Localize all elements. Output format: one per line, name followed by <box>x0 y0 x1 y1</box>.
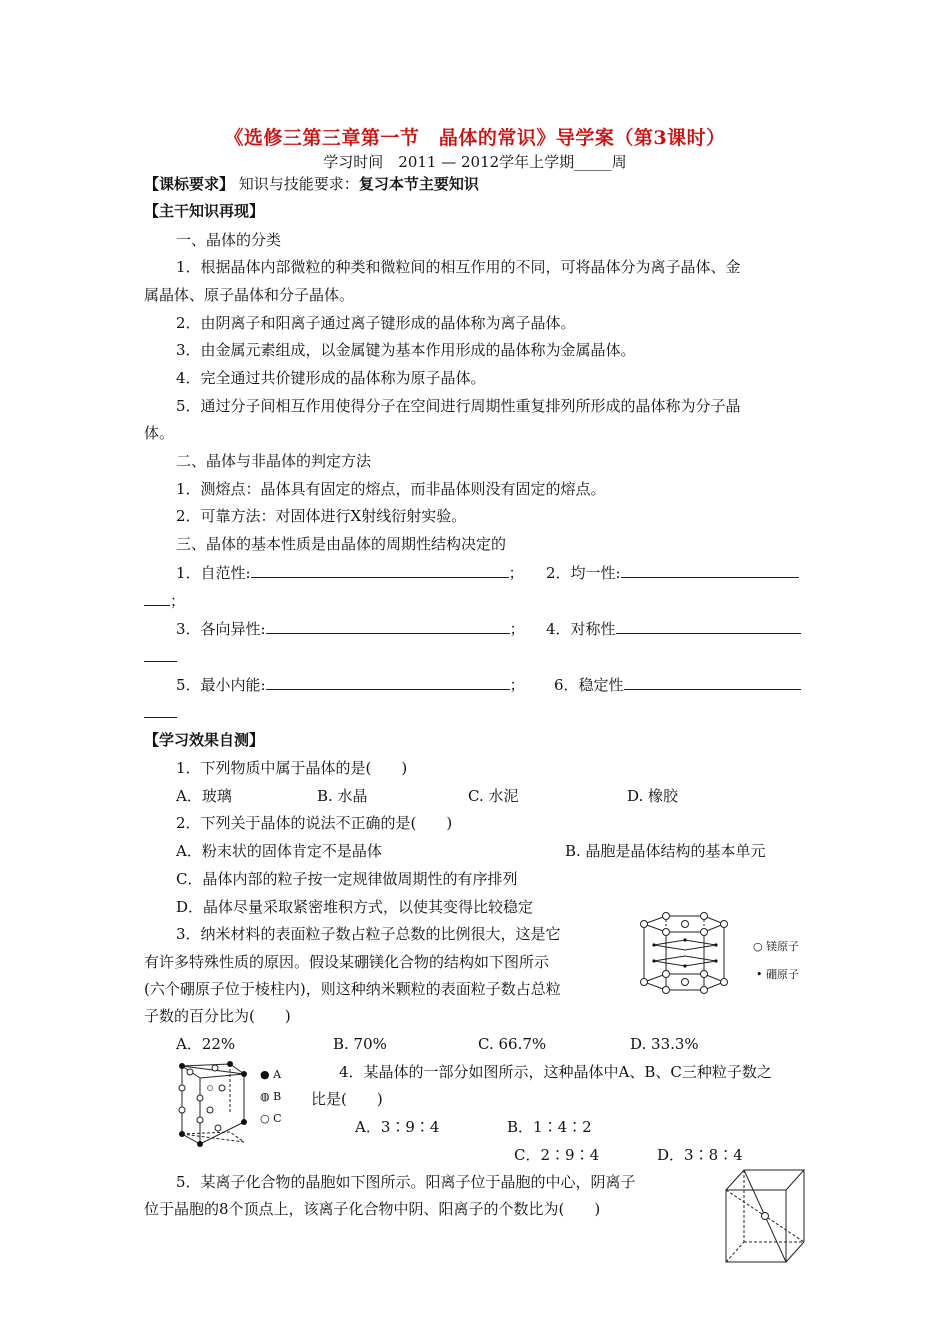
study-time: 学习时间 2011 — 2012学年上学期_____周 <box>323 153 627 171</box>
s2-paragraph-1: 1．测熔点：晶体具有固定的熔点，而非晶体则没有固定的熔点。 <box>176 480 606 498</box>
question-5-line-1: 5．某离子化合物的晶胞如下图所示。阳离子位于晶胞的中心，阴离子 <box>176 1173 636 1191</box>
s1-paragraph-1a: 1．根据晶体内部微粒的种类和微粒间的相互作用的不同，可将晶体分为离子晶体、金 <box>176 258 741 276</box>
q3-option-a[interactable]: A．22% <box>176 1035 236 1053</box>
dot-icon: • <box>756 968 763 981</box>
legend-b-label: 硼原子 <box>766 968 799 981</box>
section-2-title: 二、晶体与非晶体的判定方法 <box>176 452 372 470</box>
question-3-line-1: 3．纳米材料的表面粒子数占粒子总数的比例很大，这是它 <box>176 925 561 943</box>
hollow-circle-icon: ○ <box>753 940 763 953</box>
property-self-shape: 1．自范性: <box>176 564 251 582</box>
curriculum-text: 知识与技能要求： <box>238 175 359 193</box>
s1-paragraph-2: 2．由阴离子和阳离子通过离子键形成的晶体称为离子晶体。 <box>176 314 576 332</box>
s1-paragraph-1b: 属晶体、原子晶体和分子晶体。 <box>144 286 355 304</box>
hatched-circle-icon: ◍ <box>260 1090 270 1103</box>
q2-option-d[interactable]: D．晶体尽量采取紧密堆积方式，以使其变得比较稳定 <box>176 898 534 916</box>
section-3-title: 三、晶体的基本性质是由晶体的周期性结构决定的 <box>176 535 507 553</box>
separator: ； <box>508 564 524 582</box>
separator: ； <box>509 676 525 694</box>
property-homogeneity: 2．均一性: <box>546 564 621 582</box>
q3-option-b[interactable]: B. 70% <box>333 1035 387 1053</box>
property-2-cont <box>144 590 185 611</box>
blank-symmetry-cont[interactable] <box>144 646 177 662</box>
blank-stability[interactable] <box>624 674 801 690</box>
property-4-row <box>546 618 801 639</box>
main-knowledge-heading: 【主干知识再现】 <box>144 202 265 220</box>
s1-paragraph-3: 3．由金属元素组成，以金属键为基本作用形成的晶体称为金属晶体。 <box>176 341 636 359</box>
q2-option-c[interactable]: C．晶体内部的粒子按一定规律做周期性的有序排列 <box>176 870 518 888</box>
q3-option-d[interactable]: D. 33.3% <box>630 1035 699 1053</box>
legend-a <box>260 1068 281 1081</box>
cubic-cell-figure <box>718 1164 812 1268</box>
property-symmetry: 4．对称性 <box>546 620 616 638</box>
property-stability: 6．稳定性 <box>554 676 624 694</box>
property-min-energy: 5．最小内能: <box>176 676 266 694</box>
blank-self-shape[interactable] <box>251 562 509 578</box>
legend-b <box>756 966 799 982</box>
curriculum-requirement <box>144 174 479 194</box>
q1-option-a[interactable]: A．玻璃 <box>176 787 232 805</box>
property-4-cont <box>144 646 177 667</box>
question-4-line-1: 4．某晶体的一部分如图所示，这种晶体中A、B、C三种粒子数之 <box>339 1063 772 1081</box>
q2-option-b[interactable]: B. 晶胞是晶体结构的基本单元 <box>565 842 766 860</box>
legend-b-q4-label: B <box>273 1090 282 1103</box>
question-3-line-2: 有许多特殊性质的原因。假设某硼镁化合物的结构如下图所示 <box>144 953 550 971</box>
legend-c <box>260 1112 282 1125</box>
question-2: 2．下列关于晶体的说法不正确的是( ) <box>176 814 453 832</box>
page-title: 《选修三第三章第一节 晶体的常识》导学案（第3课时） <box>224 127 726 149</box>
question-3-line-3: (六个硼原子位于棱柱内)，则这种纳米颗粒的表面粒子数占总粒 <box>144 980 561 998</box>
blank-symmetry[interactable] <box>616 618 801 634</box>
property-6-row <box>554 674 801 695</box>
blank-homogeneity[interactable] <box>621 562 799 578</box>
curriculum-emphasis: 复习本节主要知识 <box>358 175 479 193</box>
s1-paragraph-5b: 体。 <box>144 424 175 442</box>
s1-paragraph-5a: 5．通过分子间相互作用使得分子在空间进行周期性重复排列所形成的晶体称为分子晶 <box>176 397 741 415</box>
property-3-row <box>176 618 525 639</box>
blank-stability-cont[interactable] <box>144 702 177 718</box>
property-anisotropy: 3．各向异性: <box>176 620 266 638</box>
question-1: 1．下列物质中属于晶体的是( ) <box>176 759 408 777</box>
question-4-line-2: 比是( ) <box>311 1090 383 1108</box>
tail-separator: ； <box>170 592 186 610</box>
legend-a-label: A <box>273 1068 282 1081</box>
filled-circle-icon: ● <box>260 1068 270 1081</box>
question-3-line-4: 子数的百分比为( ) <box>144 1007 291 1025</box>
open-circle-icon: ○ <box>260 1112 270 1125</box>
section-1-title: 一、晶体的分类 <box>176 231 282 249</box>
q4-option-a[interactable]: A．3∶9∶4 <box>355 1118 440 1136</box>
curriculum-label: 【课标要求】 <box>144 175 235 193</box>
triangular-prism-figure <box>170 1058 256 1150</box>
q4-option-c[interactable]: C．2∶9∶4 <box>514 1146 600 1164</box>
separator: ； <box>509 620 525 638</box>
blank-homogeneity-cont[interactable] <box>144 590 170 606</box>
legend-mg-label: 镁原子 <box>766 940 800 953</box>
s1-paragraph-4: 4．完全通过共价键形成的晶体称为原子晶体。 <box>176 369 486 387</box>
blank-anisotropy[interactable] <box>266 618 510 634</box>
question-5-line-2: 位于晶胞的8个顶点上，该离子化合物中阴、阳离子的个数比为( ) <box>144 1200 601 1218</box>
s2-paragraph-2: 2．可靠方法：对固体进行X射线衍射实验。 <box>176 507 467 525</box>
q1-option-c[interactable]: C. 水泥 <box>468 787 519 805</box>
legend-mg <box>753 938 799 954</box>
blank-min-energy[interactable] <box>266 674 510 690</box>
q3-option-c[interactable]: C. 66.7% <box>478 1035 547 1053</box>
q4-option-d[interactable]: D．3∶8∶4 <box>657 1146 743 1164</box>
property-2-row <box>546 562 799 583</box>
hexagonal-prism-figure <box>630 910 738 1002</box>
q1-option-d[interactable]: D. 橡胶 <box>627 787 679 805</box>
q1-option-b[interactable]: B. 水晶 <box>317 787 368 805</box>
property-5-row <box>176 674 525 695</box>
q2-option-a[interactable]: A．粉末状的固体肯定不是晶体 <box>176 842 382 860</box>
self-test-heading: 【学习效果自测】 <box>144 731 265 749</box>
legend-c-label: C <box>273 1112 282 1125</box>
property-1-row <box>176 562 524 583</box>
legend-b-q4 <box>260 1090 281 1103</box>
q4-option-b[interactable]: B．1∶4∶2 <box>507 1118 592 1136</box>
property-6-cont <box>144 702 177 723</box>
